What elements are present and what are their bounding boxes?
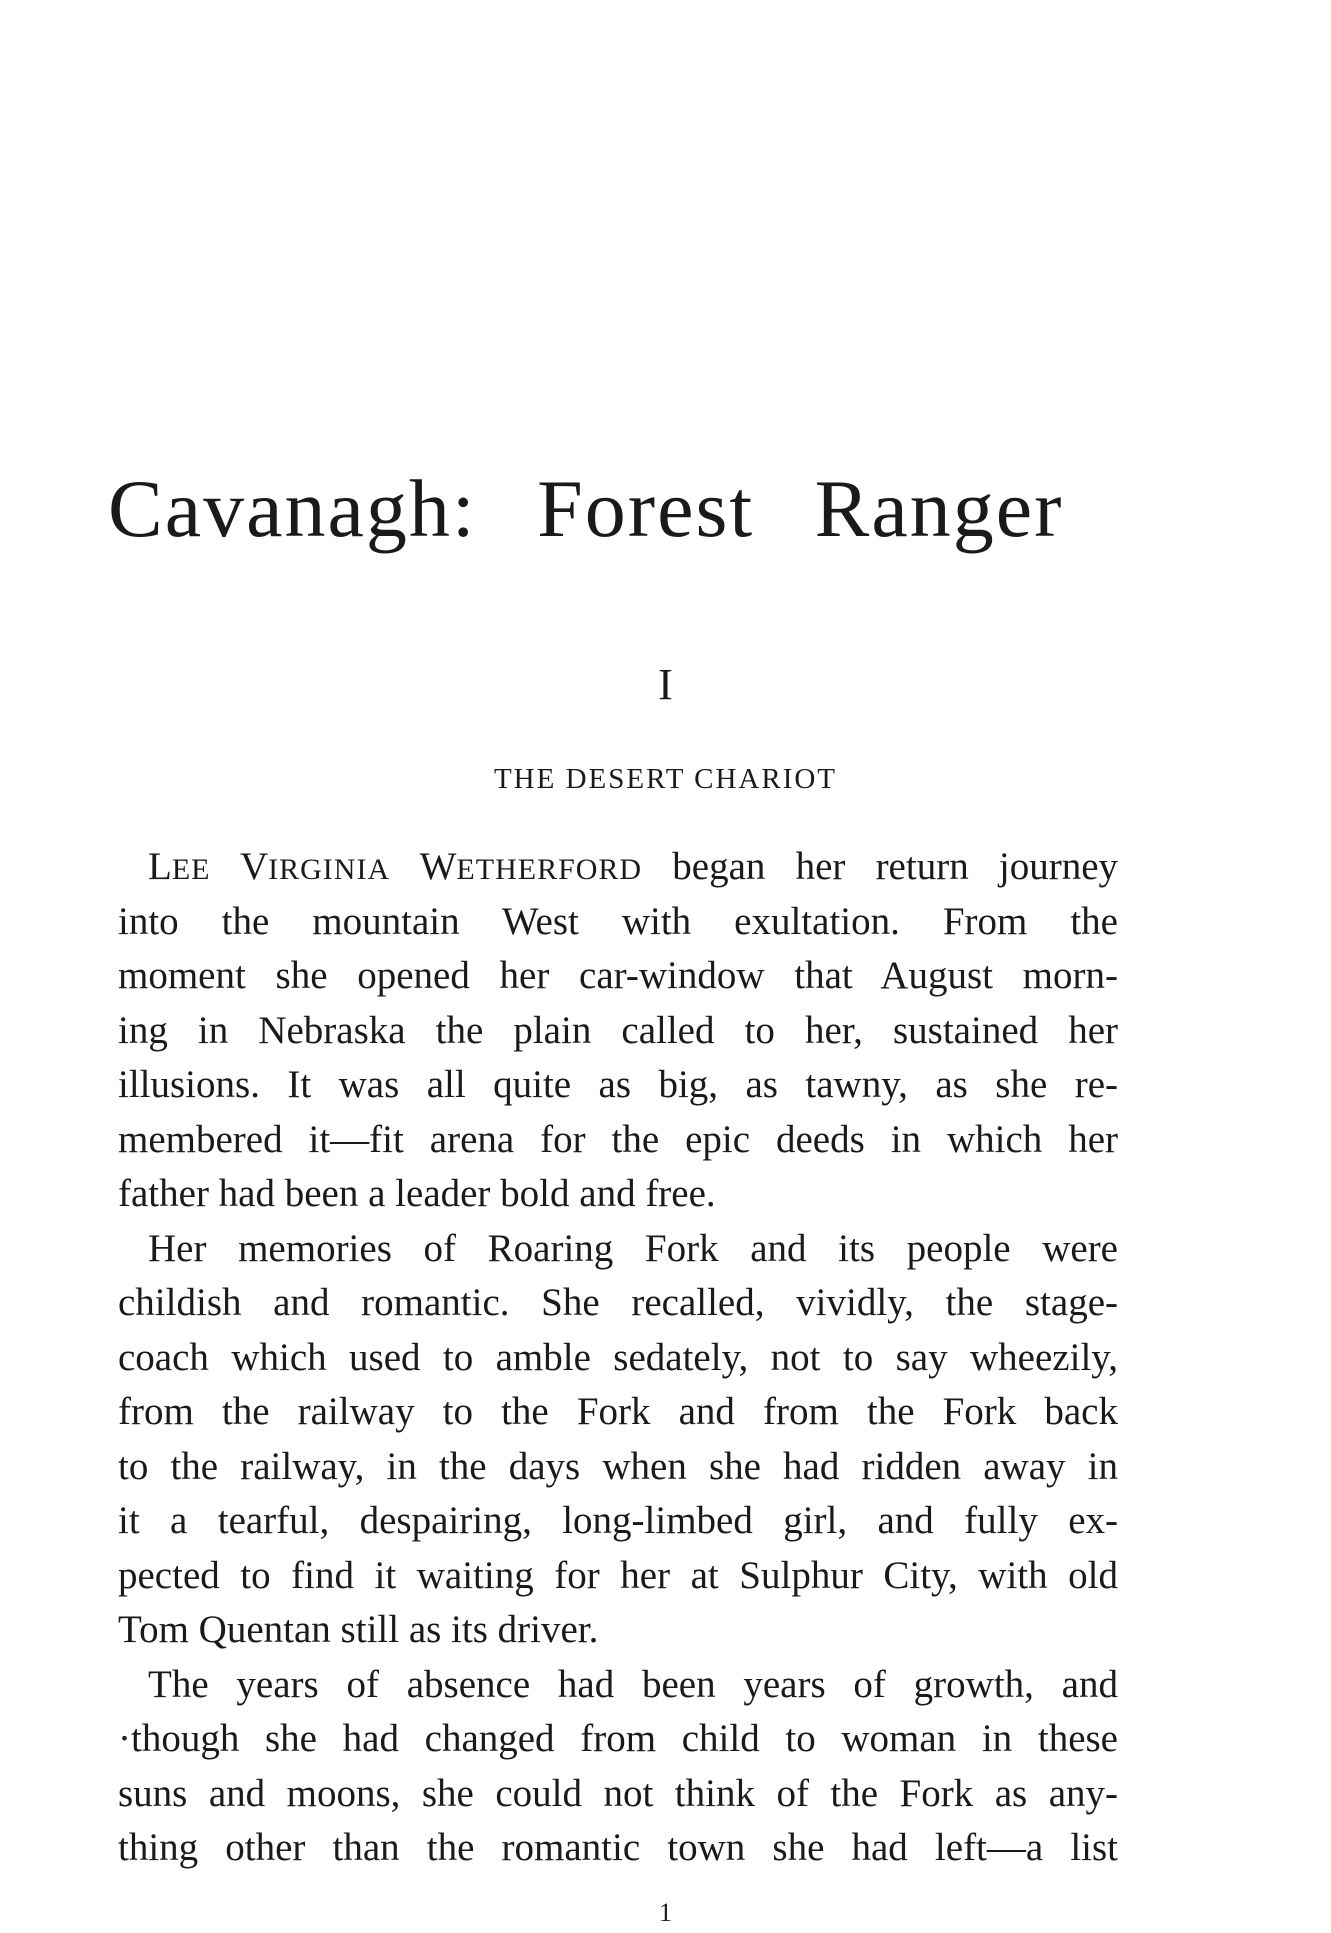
text-line: ·though she had changed from child to woman in these <box>118 1717 1118 1760</box>
text-line: father had been a leader bold and free. <box>118 1172 716 1215</box>
text-line: The years of absence had been years of growth, and <box>148 1662 1118 1706</box>
text-line: Her memories of Roaring Fork and its people were <box>148 1226 1118 1270</box>
text-line: moment she opened her car-window that August morn- <box>118 954 1118 997</box>
text-line: Tom Quentan still as its driver. <box>118 1608 599 1651</box>
chapter-number: I <box>658 660 673 709</box>
chapter-title: THE DESERT CHARIOT <box>493 763 838 795</box>
text-line: childish and romantic. She recalled, vividly, the stage- <box>118 1281 1118 1324</box>
chapter-body <box>118 840 1118 1876</box>
text-line: pected to find it waiting for her at Sulphur City, with old <box>118 1553 1118 1597</box>
text-line: from the railway to the Fork and from the Fork back <box>118 1390 1118 1433</box>
book-title: Cavanagh: Forest Ranger <box>108 463 1064 554</box>
text-line: to the railway, in the days when she had ridden away in <box>118 1444 1118 1488</box>
text-line: thing other than the romantic town she had left—a list <box>118 1826 1118 1869</box>
text-line: suns and moons, she could not think of the Fork as any- <box>118 1771 1118 1815</box>
text-line: ing in Nebraska the plain called to her, sustained her <box>118 1008 1118 1052</box>
text-line: membered it—fit arena for the epic deeds in which her <box>118 1117 1118 1161</box>
text-line: coach which used to amble sedately, not to say wheezily, <box>118 1335 1118 1379</box>
text-line: into the mountain West with exultation. From the <box>118 899 1118 943</box>
opening-line-rest: began her return journey <box>642 845 1119 888</box>
opening-line <box>118 840 1118 895</box>
opening-name: LEE VIRGINIA WETHERFORD <box>148 845 643 888</box>
page-number: 1 <box>659 1898 672 1927</box>
text-line: it a tearful, despairing, long-limbed girl, and fully ex- <box>118 1499 1118 1542</box>
text-line: illusions. It was all quite as big, as tawny, as she re- <box>118 1063 1118 1106</box>
